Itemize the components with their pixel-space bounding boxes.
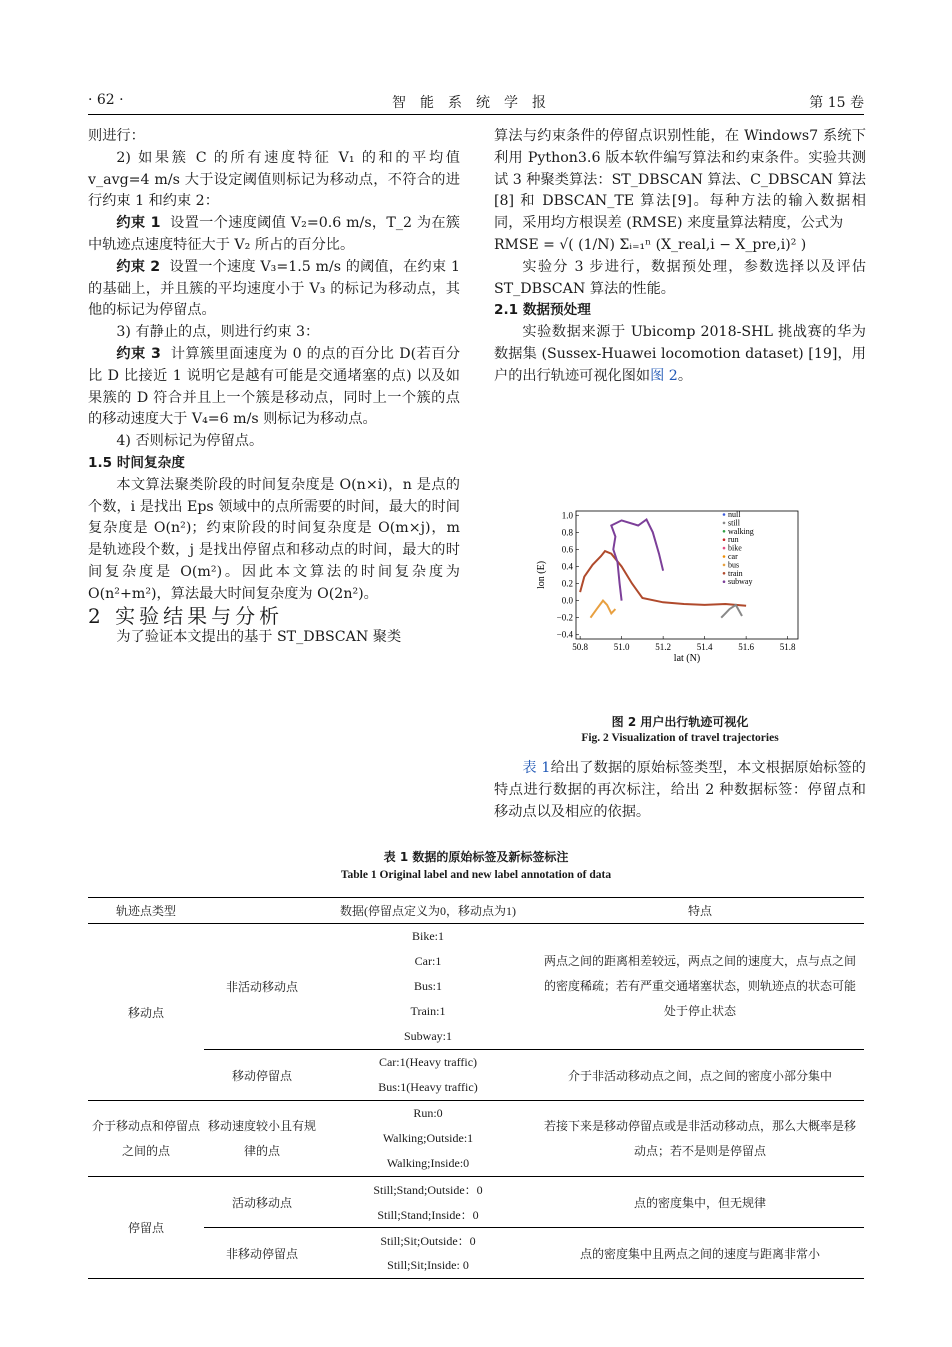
table-caption-en: Table 1 Original label and new label annotation of data: [340, 869, 612, 881]
series-line-subway: [611, 520, 663, 601]
series-line-still: [721, 605, 742, 618]
paragraph: 为了验证本文提出的基于 ST_DBSCAN 聚类: [116, 629, 402, 646]
paragraph-text: 给出了数据的原始标签类型，本文根据原始标签的特点进行数据的再次标注，给出 2 种数据标签：停留点和移动点以及相应的依据。: [494, 760, 866, 820]
section-title: 2.1 数据预处理: [494, 302, 591, 319]
subcategory-cell: 活动移动点: [204, 1177, 320, 1228]
feature-cell: 两点之间的距离相差较远，两点之间的速度大，点与点之间的密度稀疏；若有严重交通堵塞状态，则轨迹点的状态可能处于停止状态: [543, 954, 856, 1018]
feature-cell: 点的密度集中，但无规律: [536, 1177, 864, 1228]
data-cell: Still;Stand;Inside：0: [377, 1208, 479, 1222]
table-caption-cn: 表 1 数据的原始标签及新标签标注: [383, 850, 569, 864]
subcategory-cell: 非移动停留点: [204, 1228, 320, 1279]
x-tick-label: 51.2: [655, 642, 672, 652]
legend-entry: null: [728, 510, 741, 519]
table-header: 特点: [536, 898, 864, 924]
x-tick-label: 51.8: [779, 642, 796, 652]
legend-marker: [723, 530, 726, 533]
constraint-3: [88, 344, 460, 431]
feature-cell: 点的密度集中且两点之间的速度与距离非常小: [536, 1228, 864, 1279]
paragraph: [494, 758, 866, 823]
figure-caption-en: Fig. 2 Visualization of travel trajectories: [581, 732, 779, 744]
table-header-spacer: [204, 898, 320, 924]
feature-cell: 介于非活动移动点之间，点之间的密度小部分集中: [536, 1050, 864, 1101]
legend-marker: [723, 522, 726, 525]
legend-entry: bike: [728, 543, 742, 553]
rmse-formula: RMSE = √( (1/N) Σᵢ₌₁ⁿ (X_real,i − X_pre,i)² ): [494, 236, 807, 253]
legend-marker: [723, 513, 726, 516]
table-link[interactable]: 表 1: [522, 760, 551, 776]
data-cell: Car:1(Heavy traffic): [320, 1050, 536, 1076]
legend-marker: [723, 580, 726, 583]
data-cell: Walking;Inside:0: [386, 1156, 470, 1170]
legend-entry: walking: [728, 526, 754, 536]
right-column: [494, 126, 866, 388]
legend-marker: [723, 555, 726, 558]
data-cell: Run:0: [320, 1101, 536, 1127]
y-tick-label: 0.2: [561, 578, 573, 589]
left-column: [88, 126, 460, 649]
paragraph: 则进行：: [88, 128, 145, 144]
y-tick-label: 1.0: [561, 510, 573, 521]
chart-svg: [532, 505, 828, 685]
subcategory-cell: 非活动移动点: [225, 980, 298, 994]
legend-entry: train: [728, 568, 743, 578]
y-axis-label: lon (E): [536, 560, 547, 590]
page-header: [88, 88, 864, 114]
category-cell: 介于移动点和停留点之间的点: [88, 1101, 204, 1177]
paragraph-end: 。: [677, 367, 693, 384]
trajectory-chart: [532, 505, 828, 685]
legend-entry: subway: [728, 577, 753, 587]
data-cell: Still;Sit;Outside：0: [320, 1228, 536, 1254]
constraint-text: 设置一个速度 V₃=1.5 m/s 的阈值，在约束 1 的基础上，并且簇的平均速度小于 V₃ 的标记为移动点，其他的标记为停留点。: [88, 258, 460, 319]
plot-frame: [576, 511, 798, 639]
data-cell: Subway:1: [404, 1029, 452, 1043]
label-table: [88, 897, 864, 1279]
y-tick-label: 0.0: [561, 595, 573, 606]
legend-entry: still: [728, 518, 741, 528]
data-cell: Bus:1: [413, 979, 442, 993]
constraint-label: 约束 2: [116, 258, 161, 275]
x-tick-label: 50.8: [572, 642, 589, 652]
category-cell: 移动点: [127, 1005, 164, 1020]
section-title: 2 实验结果与分析: [88, 603, 284, 628]
paragraph: 4) 否则标记为停留点。: [116, 433, 264, 450]
header-rule: [88, 114, 864, 115]
legend-marker: [723, 538, 726, 541]
data-cell: Train:1: [410, 1004, 446, 1018]
paragraph: 3) 有静止的点，则进行约束 3：: [116, 324, 320, 341]
constraint-label: 约束 3: [116, 345, 161, 362]
y-tick-label: 0.6: [561, 544, 573, 555]
legend-entry: run: [728, 535, 739, 545]
x-tick-label: 51.6: [738, 642, 755, 652]
constraint-text: 计算簇里面速度为 0 的点的百分比 D(若百分比 D 比接近 1 说明它是越有可能是交通堵塞的点) 以及如果簇的 D 符合并且上一个簇是移动点，同时上一个簇的点的移动速度大于 V₄=6 m/s 则标记为移动点。: [88, 345, 461, 428]
legend-marker: [723, 564, 726, 567]
figure-link[interactable]: 图 2: [650, 367, 678, 384]
paragraph: 2) 如果簇 C 的所有速度特征 V₁ 的和的平均值 v_avg=4 m/s 大于设定阈值则标记为移动点，不符合的进行约束 1 和约束 2：: [88, 149, 460, 210]
constraint-2: [88, 257, 460, 322]
feature-cell: 若接下来是移动停留点或是非活动移动点，那么大概率是移动点；若不是则是停留点: [536, 1101, 864, 1177]
data-cell: Walking;Outside:1: [382, 1131, 474, 1145]
table-header: 轨迹点类型: [88, 898, 204, 924]
y-tick-label: −0.4: [556, 629, 573, 640]
subcategory-cell: 移动停留点: [204, 1050, 320, 1101]
subcategory-cell: 移动速度较小且有规律的点: [204, 1101, 320, 1177]
x-axis-label: lat (N): [673, 653, 701, 664]
legend-entry: bus: [728, 560, 740, 570]
right-column-bottom: [494, 758, 866, 823]
data-cell: Bus:1(Heavy traffic): [378, 1080, 478, 1094]
paragraph: 算法与约束条件的停留点识别性能，在 Windows7 系统下利用 Python3.6 版本软件编写算法和约束条件。实验共测试 3 种聚类算法：ST_DBSCAN 算法、C_DBSCAN 算法[8] 和 DBSCAN_TE 算法[9]。每种方法的输入数据相同，采用均方根误差 (RMSE) 来度量算法精度，公式为: [494, 128, 866, 232]
y-tick-label: −0.2: [556, 612, 573, 623]
volume-number: 第 15 卷: [809, 95, 864, 111]
constraint-text: 设置一个速度阈值 V₂=0.6 m/s，T_2 为在簇中轨迹点速度特征大于 V₂ 所占的百分比。: [88, 215, 460, 253]
page-number: · 62 ·: [88, 92, 124, 108]
legend-marker: [723, 572, 726, 575]
journal-title: 智能系统学报: [392, 95, 560, 111]
data-cell: Still;Stand;Outside：0: [320, 1177, 536, 1203]
x-tick-label: 51.4: [696, 642, 713, 652]
section-title: 1.5 时间复杂度: [88, 454, 185, 471]
data-cell: Bike:1: [412, 929, 444, 943]
data-cell: Car:1: [414, 954, 442, 968]
series-line-train: [580, 551, 746, 606]
x-tick-label: 51.0: [613, 642, 630, 652]
paragraph: 本文算法聚类阶段的时间复杂度是 O(n×i)，n 是点的个数，i 是找出 Eps 领域中的点所需要的时间，最大的时间复杂度是 O(n²)；约束阶段的时间复杂度是 O(m×j)，m 是轨迹段个数，j 是找出停留点和移动点的时间，最大的时间复杂度是 O(m²)。因此本文算法的时间复杂度为 O(n²+m²)，算法最大时间复杂度为 O(2n²)。: [88, 476, 460, 602]
constraint-label: 约束 1: [116, 215, 161, 232]
legend-entry: car: [728, 552, 738, 561]
paragraph: 实验分 3 步进行，数据预处理，参数选择以及评估 ST_DBSCAN 算法的性能。: [494, 258, 866, 297]
figure-caption-cn: 图 2 用户出行轨迹可视化: [611, 715, 749, 729]
category-cell: 停留点: [88, 1177, 204, 1279]
data-cell: Still;Sit;Inside: 0: [320, 1253, 536, 1279]
y-tick-label: 0.8: [561, 527, 573, 538]
table-header: 数据(停留点定义为0，移动点为1): [320, 898, 536, 924]
paragraph: [494, 322, 866, 387]
legend-marker: [723, 547, 726, 550]
series-line-bus: [591, 601, 616, 618]
paragraph-text: 实验数据来源于 Ubicomp 2018-SHL 挑战赛的华为数据集 (Sussex-Huawei locomotion dataset) [19]，用户的出行轨迹可视化图如: [494, 324, 866, 384]
constraint-1: [88, 213, 460, 257]
y-tick-label: 0.4: [561, 561, 573, 572]
